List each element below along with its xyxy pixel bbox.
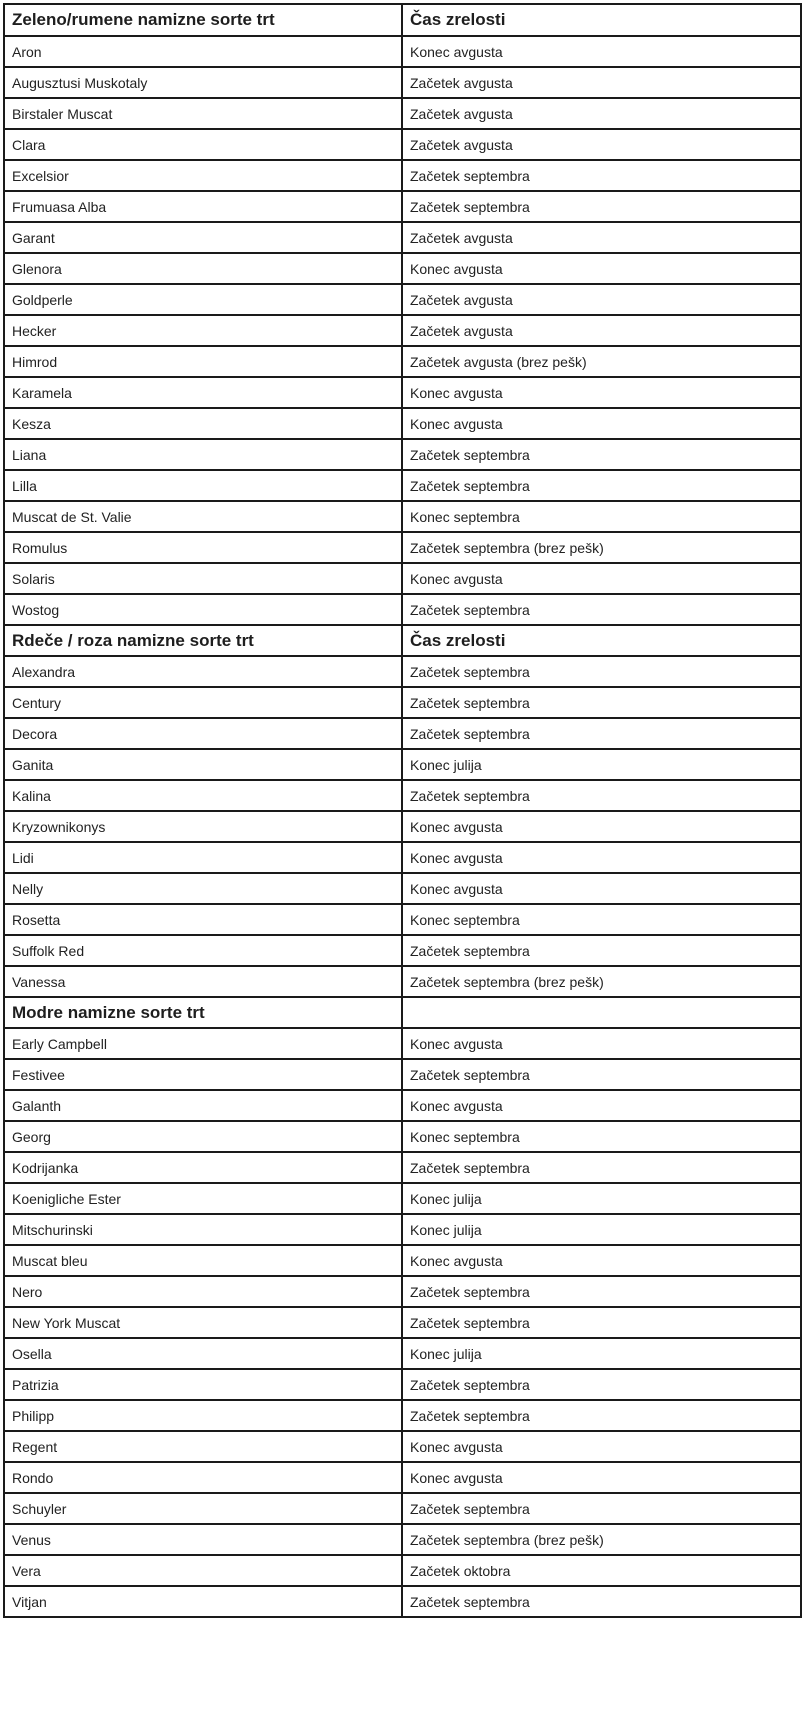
variety-name-cell: Aron (4, 36, 402, 67)
table-row (4, 718, 801, 749)
table-row (4, 36, 801, 67)
table-row (4, 191, 801, 222)
maturity-time-cell: Konec julija (402, 1338, 801, 1369)
table-row (4, 160, 801, 191)
table-row (4, 1183, 801, 1214)
variety-name-cell: Venus (4, 1524, 402, 1555)
maturity-time-cell: Začetek septembra (402, 687, 801, 718)
maturity-column-header: Čas zrelosti (402, 4, 801, 36)
maturity-time-cell: Začetek septembra (402, 470, 801, 501)
variety-name-cell: Nelly (4, 873, 402, 904)
variety-name-cell: Koenigliche Ester (4, 1183, 402, 1214)
maturity-time-cell: Začetek septembra (402, 1493, 801, 1524)
variety-name-cell: Lidi (4, 842, 402, 873)
maturity-time-cell: Konec septembra (402, 904, 801, 935)
maturity-time-cell: Konec avgusta (402, 36, 801, 67)
maturity-time-cell: Začetek septembra (402, 935, 801, 966)
maturity-time-cell: Začetek septembra (brez pešk) (402, 532, 801, 563)
table-row (4, 1059, 801, 1090)
table-row (4, 1090, 801, 1121)
maturity-time-cell: Konec avgusta (402, 563, 801, 594)
section-title: Rdeče / roza namizne sorte trt (4, 625, 402, 656)
table-row (4, 470, 801, 501)
variety-name-cell: Clara (4, 129, 402, 160)
table-row (4, 1214, 801, 1245)
section-title: Zeleno/rumene namizne sorte trt (4, 4, 402, 36)
table-body (4, 4, 801, 1617)
table-row (4, 873, 801, 904)
maturity-time-cell: Začetek avgusta (402, 98, 801, 129)
table-row (4, 935, 801, 966)
maturity-time-cell: Konec avgusta (402, 1028, 801, 1059)
maturity-time-cell: Konec avgusta (402, 253, 801, 284)
table-row (4, 439, 801, 470)
table-row (4, 1431, 801, 1462)
table-row (4, 408, 801, 439)
variety-name-cell: Early Campbell (4, 1028, 402, 1059)
variety-name-cell: Ganita (4, 749, 402, 780)
maturity-time-cell: Začetek septembra (402, 1400, 801, 1431)
table-row (4, 594, 801, 625)
table-row (4, 1338, 801, 1369)
table-row (4, 315, 801, 346)
variety-name-cell: Birstaler Muscat (4, 98, 402, 129)
table-row (4, 1307, 801, 1338)
table-row (4, 966, 801, 997)
variety-name-cell: New York Muscat (4, 1307, 402, 1338)
variety-name-cell: Kodrijanka (4, 1152, 402, 1183)
variety-name-cell: Vitjan (4, 1586, 402, 1617)
maturity-column-header: Čas zrelosti (402, 625, 801, 656)
table-row (4, 811, 801, 842)
variety-name-cell: Excelsior (4, 160, 402, 191)
variety-name-cell: Schuyler (4, 1493, 402, 1524)
variety-name-cell: Lilla (4, 470, 402, 501)
variety-name-cell: Decora (4, 718, 402, 749)
variety-name-cell: Alexandra (4, 656, 402, 687)
maturity-time-cell: Začetek septembra (402, 1586, 801, 1617)
maturity-time-cell: Začetek septembra (402, 718, 801, 749)
table-row (4, 842, 801, 873)
maturity-time-cell: Konec julija (402, 749, 801, 780)
variety-name-cell: Solaris (4, 563, 402, 594)
variety-name-cell: Mitschurinski (4, 1214, 402, 1245)
table-row (4, 253, 801, 284)
maturity-time-cell: Začetek septembra (402, 780, 801, 811)
maturity-time-cell: Začetek avgusta (brez pešk) (402, 346, 801, 377)
maturity-time-cell: Konec septembra (402, 1121, 801, 1152)
maturity-time-cell: Začetek septembra (402, 594, 801, 625)
maturity-time-cell: Konec avgusta (402, 1431, 801, 1462)
table-row (4, 1369, 801, 1400)
variety-name-cell: Muscat de St. Valie (4, 501, 402, 532)
variety-name-cell: Galanth (4, 1090, 402, 1121)
table-row (4, 749, 801, 780)
variety-name-cell: Goldperle (4, 284, 402, 315)
table-row (4, 1400, 801, 1431)
maturity-time-cell: Začetek avgusta (402, 129, 801, 160)
table-row (4, 656, 801, 687)
section-title: Modre namizne sorte trt (4, 997, 402, 1028)
table-row (4, 222, 801, 253)
table-row (4, 1555, 801, 1586)
variety-name-cell: Muscat bleu (4, 1245, 402, 1276)
maturity-time-cell: Začetek septembra (402, 1059, 801, 1090)
maturity-time-cell: Začetek septembra (402, 1369, 801, 1400)
maturity-time-cell: Začetek septembra (402, 656, 801, 687)
section-header-row (4, 997, 801, 1028)
maturity-time-cell: Začetek septembra (402, 160, 801, 191)
variety-name-cell: Kryzownikonys (4, 811, 402, 842)
maturity-time-cell: Konec julija (402, 1183, 801, 1214)
table-row (4, 1586, 801, 1617)
table-row (4, 67, 801, 98)
variety-name-cell: Philipp (4, 1400, 402, 1431)
variety-name-cell: Patrizia (4, 1369, 402, 1400)
table-row (4, 1276, 801, 1307)
variety-name-cell: Karamela (4, 377, 402, 408)
variety-name-cell: Century (4, 687, 402, 718)
maturity-time-cell: Konec avgusta (402, 1462, 801, 1493)
maturity-time-cell: Začetek avgusta (402, 222, 801, 253)
maturity-time-cell: Začetek oktobra (402, 1555, 801, 1586)
maturity-time-cell: Začetek avgusta (402, 284, 801, 315)
table-row (4, 501, 801, 532)
variety-name-cell: Vera (4, 1555, 402, 1586)
variety-name-cell: Nero (4, 1276, 402, 1307)
variety-name-cell: Festivee (4, 1059, 402, 1090)
maturity-time-cell: Začetek septembra (402, 1152, 801, 1183)
variety-name-cell: Osella (4, 1338, 402, 1369)
table-row (4, 98, 801, 129)
maturity-time-cell: Začetek avgusta (402, 67, 801, 98)
maturity-time-cell: Začetek septembra (402, 191, 801, 222)
table-row (4, 904, 801, 935)
maturity-time-cell: Konec septembra (402, 501, 801, 532)
table-row (4, 346, 801, 377)
table-row (4, 1462, 801, 1493)
section-header-row (4, 4, 801, 36)
table-row (4, 1121, 801, 1152)
table-row (4, 1524, 801, 1555)
maturity-time-cell: Začetek septembra (402, 1307, 801, 1338)
variety-name-cell: Glenora (4, 253, 402, 284)
variety-name-cell: Vanessa (4, 966, 402, 997)
maturity-time-cell: Konec avgusta (402, 1090, 801, 1121)
maturity-time-cell: Začetek septembra (brez pešk) (402, 1524, 801, 1555)
variety-name-cell: Regent (4, 1431, 402, 1462)
table-row (4, 377, 801, 408)
table-row (4, 1493, 801, 1524)
variety-name-cell: Suffolk Red (4, 935, 402, 966)
table-row (4, 1152, 801, 1183)
variety-name-cell: Wostog (4, 594, 402, 625)
table-row (4, 780, 801, 811)
variety-name-cell: Rosetta (4, 904, 402, 935)
maturity-time-cell: Konec avgusta (402, 377, 801, 408)
maturity-time-cell: Konec avgusta (402, 811, 801, 842)
maturity-time-cell: Konec avgusta (402, 408, 801, 439)
maturity-time-cell: Konec avgusta (402, 842, 801, 873)
maturity-time-cell: Konec julija (402, 1214, 801, 1245)
maturity-time-cell: Začetek septembra (402, 439, 801, 470)
maturity-time-cell: Začetek avgusta (402, 315, 801, 346)
maturity-time-cell: Konec avgusta (402, 873, 801, 904)
variety-name-cell: Augusztusi Muskotaly (4, 67, 402, 98)
table-row (4, 1028, 801, 1059)
variety-name-cell: Rondo (4, 1462, 402, 1493)
variety-name-cell: Kesza (4, 408, 402, 439)
variety-name-cell: Garant (4, 222, 402, 253)
variety-name-cell: Himrod (4, 346, 402, 377)
variety-name-cell: Kalina (4, 780, 402, 811)
table-row (4, 687, 801, 718)
section-header-row (4, 625, 801, 656)
table-row (4, 532, 801, 563)
maturity-column-header (402, 997, 801, 1028)
variety-name-cell: Georg (4, 1121, 402, 1152)
table-row (4, 1245, 801, 1276)
table-row (4, 129, 801, 160)
variety-name-cell: Romulus (4, 532, 402, 563)
maturity-time-cell: Začetek septembra (402, 1276, 801, 1307)
maturity-time-cell: Začetek septembra (brez pešk) (402, 966, 801, 997)
maturity-time-cell: Konec avgusta (402, 1245, 801, 1276)
grape-varieties-table (3, 3, 802, 1618)
variety-name-cell: Liana (4, 439, 402, 470)
table-row (4, 563, 801, 594)
variety-name-cell: Hecker (4, 315, 402, 346)
variety-name-cell: Frumuasa Alba (4, 191, 402, 222)
table-row (4, 284, 801, 315)
